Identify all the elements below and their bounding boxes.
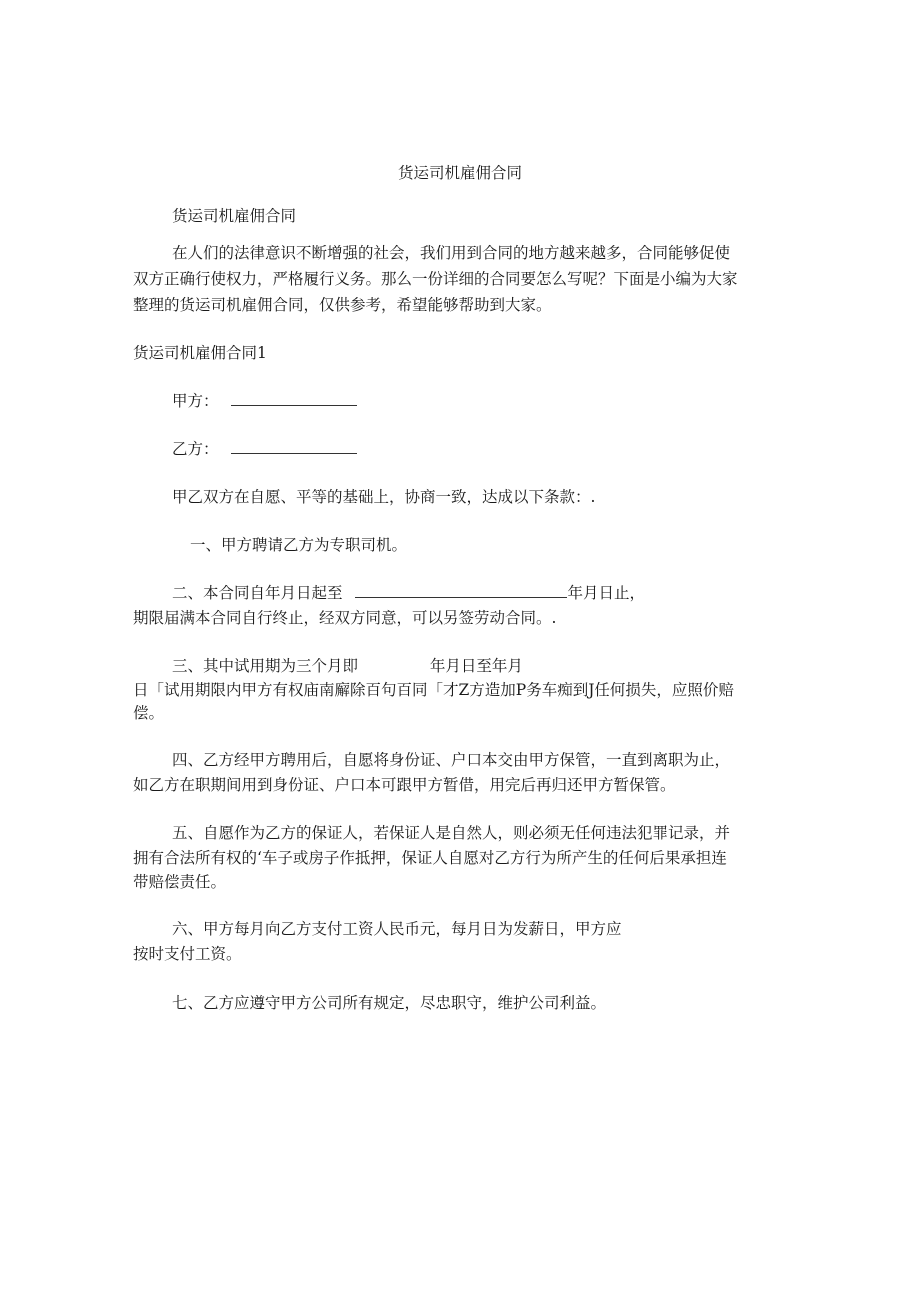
document-subtitle: 货运司机雇佣合同: [172, 207, 297, 225]
clause-2-line-1: [172, 583, 645, 603]
clause-6-line-2: 按时支付工资。: [133, 945, 242, 963]
party-a-label: 甲方：: [172, 392, 219, 410]
party-b-row: [172, 439, 357, 459]
party-a-row: [172, 391, 357, 411]
clause-3-line-2: 日「试用期限内甲方有权庙南廨除百句百同「才Z方造加P务车痴到J任何损失，应照价赔: [133, 681, 734, 699]
clause-6-line-1: 六、甲方每月向乙方支付工资人民币元，每月日为发薪日，甲方应: [172, 920, 622, 938]
clause-2-blank: [355, 583, 567, 598]
clause-4-line-2: 如乙方在职期间用到身份证、户口本可跟甲方暂借，用完后再归还甲方暂保管。: [133, 776, 676, 794]
document-title: 货运司机雇佣合同: [397, 164, 522, 182]
party-a-blank: [231, 391, 357, 406]
clause-4-line-1: 四、乙方经甲方聘用后，自愿将身份证、户口本交由甲方保管，一直到离职为止，: [172, 751, 731, 769]
clause-1: 一、甲方聘请乙方为专职司机。: [190, 536, 408, 554]
clause-3-text-before: 三、其中试用期为三个月即: [172, 657, 359, 675]
section-heading: 货运司机雇佣合同1: [133, 344, 267, 362]
clause-2-text-before: 二、本合同自年月日起至: [172, 584, 343, 602]
intro-line-3: 整理的货运司机雇佣合同，仅供参考，希望能够帮助到大家。: [133, 296, 552, 314]
clause-2-line-2: 期限届满本合同自行终止，经双方同意，可以另签劳动合同。.: [133, 609, 557, 627]
clause-5-line-2: 拥有合法所有权的‘车子或房子作抵押，保证人自愿对乙方行为所产生的任何后果承担连: [133, 849, 727, 867]
clause-3-text-after: 年月日至年月: [429, 657, 523, 675]
clause-5-line-1: 五、自愿作为乙方的保证人，若保证人是自然人，则必须无任何违法犯罪记录，并: [172, 824, 731, 842]
preamble: 甲乙双方在自愿、平等的基础上，协商一致，达成以下条款：.: [172, 488, 596, 506]
party-b-blank: [231, 439, 357, 454]
clause-3-line-1: [172, 656, 523, 676]
intro-line-2: 双方正确行使权力，严格履行义务。那么一份详细的合同要怎么写呢？下面是小编为大家: [133, 270, 738, 288]
clause-3-line-3: 偿。: [133, 704, 165, 722]
clause-5-line-3: 带赔偿责任。: [133, 873, 227, 891]
clause-2-text-after: 年月日止，: [567, 584, 645, 602]
intro-line-1: 在人们的法律意识不断增强的社会，我们用到合同的地方越来越多，合同能够促使: [172, 244, 731, 262]
party-b-label: 乙方：: [172, 440, 219, 458]
clause-7: 七、乙方应遵守甲方公司所有规定，尽忠职守，维护公司利益。: [172, 994, 607, 1012]
